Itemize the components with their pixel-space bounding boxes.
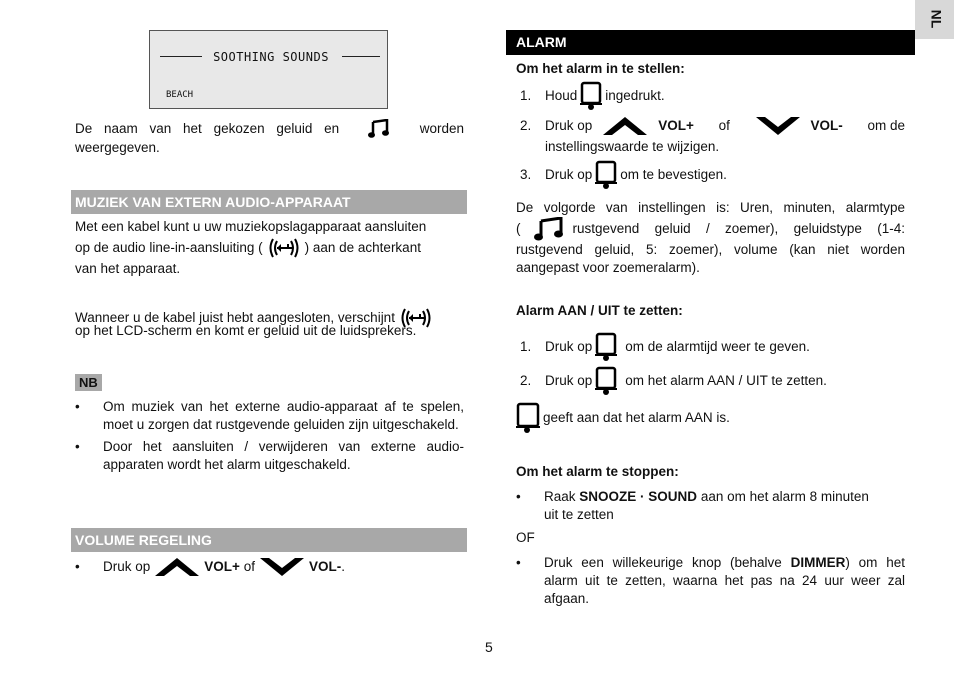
onoff-2-text-b: om het alarm AAN / UIT te zetten. [625,373,827,388]
intro-paragraph [75,119,464,157]
muziek-p1-line-d: van het apparaat. [75,261,181,276]
onoff-step-2 [520,366,827,396]
stop-item-2 [516,554,905,608]
muziek-p1-line-c: ) aan de achterkant [304,240,421,255]
bullet: • [75,399,80,414]
bullet: • [75,559,80,574]
onoff-title: Alarm AAN / UIT te zetten: [516,303,683,318]
muziek-p2-line-a: Wanneer u de kabel juist hebt aangesloten, verschijnt [75,310,395,325]
step-2-text-a: Druk op [545,118,593,133]
step-1-text-a: Houd [545,88,578,103]
step-number: 2. [520,373,532,388]
lcd-subtitle: BEACH [166,90,194,100]
alarm-on-note [516,402,730,434]
music-note-icon [533,217,565,241]
stop-2-text-a: Druk een willekeurige knop (behalve [544,555,782,570]
vol-up-icon [154,556,200,578]
step-2-text-d: VOL- [810,118,843,133]
list-item [75,438,464,474]
stop-2-text-b: DIMMER [790,555,846,570]
stop-2-line-1 [544,554,905,572]
line-in-icon [267,236,301,260]
list-item [75,398,464,434]
volume-text-a: Druk op [103,559,151,574]
volume-text-b: VOL+ [204,559,240,574]
stop-2-text-d: alarm uit te zetten, waarna het pas na 24 uur weer zal [544,573,905,588]
step-number: 3. [520,167,532,182]
intro-text-c: weergegeven. [75,140,160,155]
set-alarm-title: Om het alarm in te stellen: [516,61,685,76]
step-number: 2. [520,118,532,133]
stop-title: Om het alarm te stoppen: [516,464,679,479]
lcd-title: SOOTHING SOUNDS [213,50,329,64]
bullet: • [516,489,521,504]
muziek-p1-line-b: op de audio line-in-aansluiting ( [75,240,263,255]
alarm-button-icon [595,366,617,396]
intro-text-b: worden [419,121,464,136]
nb-item-2: Door het aansluiten / verwijderen van externe audio-apparaten wordt het alarm uitgeschakeld. [103,439,464,472]
alarm-button-icon [595,332,617,362]
onoff-1-text-a: Druk op [545,339,593,354]
order-line-b2: rustgevend geluid / zoemer), geluidstype (1-4: [572,221,905,236]
stop-1-text-d: uit te zetten [544,507,614,522]
step-2-text-c: of [718,118,730,133]
muziek-p2-line-b: op het LCD-scherm en komt er geluid uit de luidsprekers. [75,323,417,338]
lcd-rule-left [160,56,202,57]
alarm-button-icon [595,160,617,190]
stop-1-text-b: SNOOZE · SOUND [579,489,698,504]
music-note-icon [367,119,391,139]
step-number: 1. [520,88,532,103]
volume-text-d: VOL- [308,559,342,574]
step-2-text-b: VOL+ [658,118,694,133]
stop-2-text-c: ) om het [845,555,905,570]
step-1-text-b: ingedrukt. [605,88,665,103]
set-step-2 [520,114,905,156]
language-tab-label: NL [928,9,945,29]
alarm-on-icon [516,402,540,434]
step-2-text-f: instellingswaarde te wijzigen. [545,139,720,154]
stop-item-1 [516,488,905,524]
stop-1-text-a: Raak [544,489,576,504]
muziek-paragraph-2 [75,306,470,340]
muziek-paragraph-1 [75,218,464,278]
lcd-display [149,30,388,109]
order-paragraph [516,199,905,277]
onoff-step-1 [520,332,810,362]
order-line-a: De volgorde van instellingen is: Uren, minuten, alarmtype [516,200,905,215]
onoff-1-text-b: om de alarmtijd weer te geven. [625,339,810,354]
section-header-muziek: MUZIEK VAN EXTERN AUDIO-APPARAAT [71,190,467,214]
order-line-c: rustgevend geluid, 5: zoemer), volume (kan niet worden [516,242,905,257]
set-step-1 [520,81,665,111]
step-3-text-a: Druk op [545,167,593,182]
nb-label: NB [75,374,102,391]
page-number: 5 [485,639,493,655]
volume-text-e: . [341,559,345,574]
step-number: 1. [520,339,532,354]
set-step-3 [520,160,727,190]
onoff-2-text-a: Druk op [545,373,593,388]
stop-1-text-c: aan om het alarm 8 minuten [700,489,869,504]
volume-line [75,554,345,580]
volume-text-c: of [243,559,255,574]
lcd-rule-right [342,56,380,57]
vol-down-icon [259,556,305,578]
alarm-button-icon [580,81,602,111]
stop-2-text-e: afgaan. [544,591,590,606]
stop-1-line-1 [544,488,905,506]
section-header-volume: VOLUME REGELING [71,528,467,552]
intro-text-a: De naam van het gekozen geluid en [75,121,340,136]
order-line-d: aangepast voor zoemeralarm). [516,260,700,275]
step-2-text-e: om de [867,118,905,133]
step-3-text-b: om te bevestigen. [620,167,727,182]
nb-list [75,398,464,474]
bullet: • [516,555,521,570]
language-tab [915,0,954,39]
bullet: • [75,439,80,454]
muziek-p1-line-a: Met een kabel kunt u uw muziekopslagapparaat aansluiten [75,219,427,234]
vol-down-icon [755,115,801,137]
nb-item-1: Om muziek van het externe audio-apparaat af te spelen, moet u zorgen dat rustgevende geluiden zijn uitgeschakeld. [103,399,464,432]
vol-up-icon [602,115,648,137]
section-header-alarm: ALARM [506,30,915,55]
or-text: OF [516,530,535,545]
alarm-on-note-text: geeft aan dat het alarm AAN is. [543,410,730,425]
order-line-b1: ( [516,221,521,236]
